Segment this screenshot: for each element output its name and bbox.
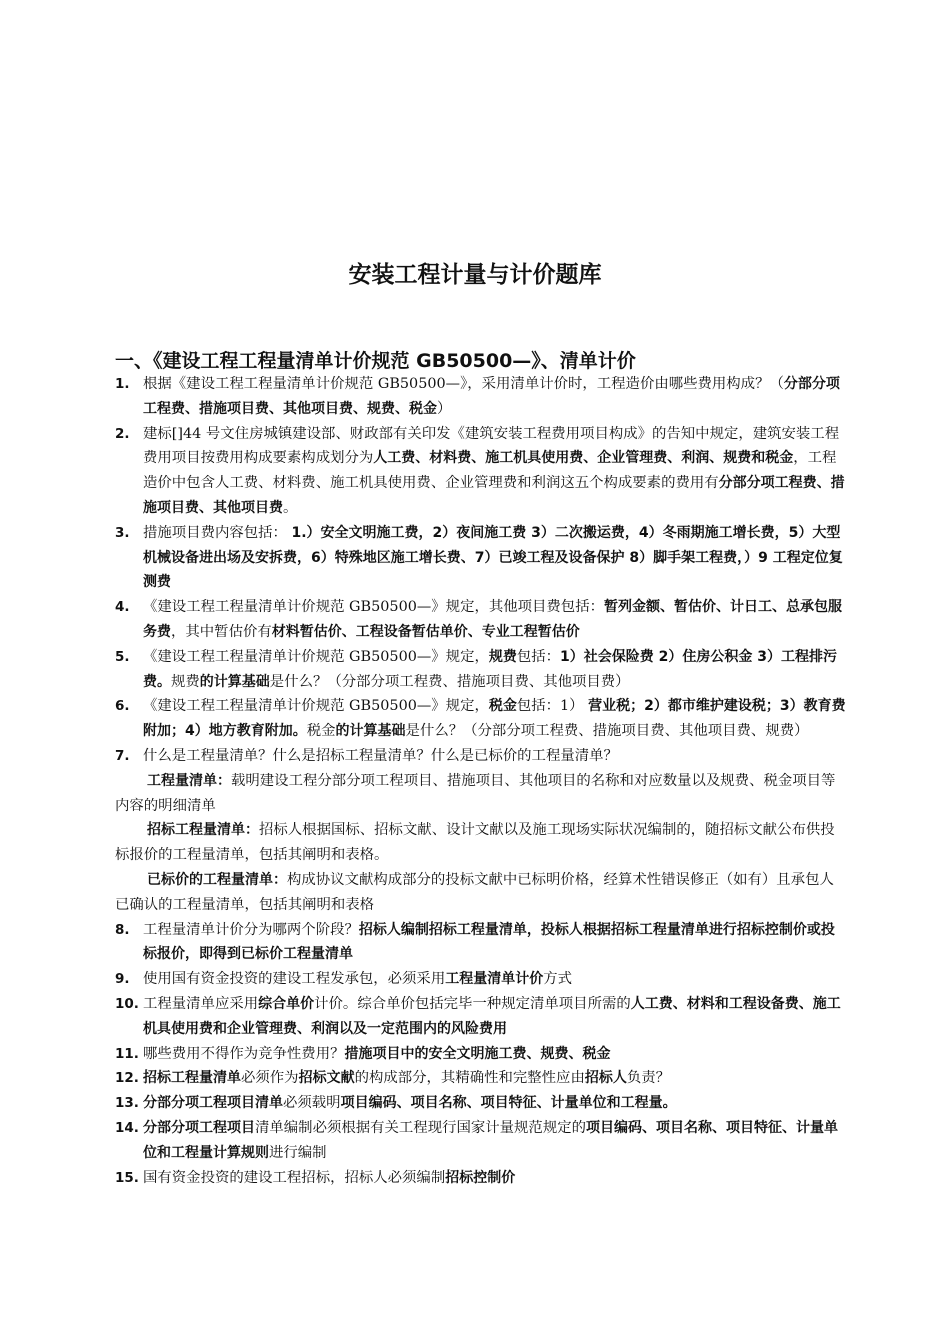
question-number: 2. — [115, 425, 130, 442]
text-segment: 建标[]44 号文住房城镇建设部、财政部有关印发《建筑安装工程费用项目构成》的告知中规定，建筑安装工程费用项目按费用构成要素构成划分为 — [143, 425, 840, 467]
bold-text: 税金 — [488, 698, 517, 715]
text-segment: 措施项目费内容包括： — [143, 524, 292, 541]
text-segment: 负责？ — [626, 1070, 671, 1087]
question-item — [115, 372, 847, 422]
bold-text: 工程量清单计价 — [445, 971, 544, 988]
bold-text: 招标控制价 — [445, 1169, 516, 1186]
text-segment: ） — [437, 400, 452, 417]
text-segment: 方式 — [543, 971, 573, 988]
bold-text: 的计算基础 — [335, 723, 406, 740]
bold-text: 已标价的工程量清单： — [147, 871, 287, 888]
question-number: 12. — [115, 1070, 139, 1087]
question-item — [115, 422, 847, 521]
question-item — [115, 918, 847, 968]
question-number: 14. — [115, 1119, 139, 1136]
bold-text: 措施项目中的安全文明施工费、规费、税金 — [344, 1045, 611, 1062]
bold-text: 人工费、材料和工程设备费、施工机具使用费和企业管理费、利润以及一定范围内的风险费用 — [143, 995, 841, 1037]
bold-text: 分部分项工程费、措施项目费、其他项目费、规费、税金 — [143, 376, 840, 417]
text-segment: 包括：1） — [516, 698, 589, 715]
definition-paragraph — [115, 818, 847, 868]
bold-text: 暂列金额、暂估价、计日工、总承包服务费 — [143, 599, 842, 640]
bold-text: 1）社会保险费 2）住房公积金 3）工程排污费。 — [143, 648, 838, 690]
bold-text: 材料暂估价、工程设备暂估单价、专业工程暂估价 — [271, 623, 580, 640]
text-segment: ，其中暂估价有 — [171, 623, 272, 640]
bold-text: 分部分项工程项目清单 — [143, 1095, 283, 1112]
text-segment: 进行编制 — [269, 1144, 327, 1161]
text-segment: 使用国有资金投资的建设工程发承包，必须采用 — [143, 971, 446, 988]
question-number: 11. — [115, 1045, 139, 1062]
section-heading: 一、《建设工程工程量清单计价规范 GB50500—》、清单计价 — [115, 350, 636, 372]
text-segment: 。 — [283, 499, 298, 516]
question-item — [115, 1116, 847, 1166]
text-segment: 的构成部分，其精确性和完整性应由 — [354, 1070, 585, 1087]
text-segment: 工程量清单应采用 — [143, 995, 259, 1012]
question-number: 13. — [115, 1095, 139, 1112]
document-title: 安装工程计量与计价题库 — [348, 262, 602, 288]
bold-text: 招标人 — [584, 1070, 627, 1087]
text-segment: 必须作为 — [241, 1070, 299, 1087]
bold-text: 人工费、材料费、施工机具使用费、企业管理费、利润、规费和税金 — [373, 450, 794, 467]
text-segment: 哪些费用不得作为竞争性费用？ — [143, 1045, 345, 1062]
question-number: 15. — [115, 1169, 139, 1186]
text-segment: 规费 — [171, 673, 200, 690]
question-list — [115, 372, 847, 1190]
text-segment: 构成协议文献构成部分的投标文献中已标明价格，经算术性错误修正（如有）且承包人已确认的工程量清单，包括其阐明和表格 — [115, 871, 834, 913]
question-number: 10. — [115, 995, 139, 1012]
question-item — [115, 744, 847, 769]
question-number: 5. — [115, 648, 130, 665]
question-item — [115, 967, 847, 992]
question-number: 8. — [115, 921, 130, 938]
question-number: 6. — [115, 698, 130, 715]
text-segment: 《建设工程工程量清单计价规范 GB50500—》规定， — [143, 698, 489, 715]
text-segment: 是什么？（分部分项工程费、措施项目费、其他项目费） — [269, 673, 630, 690]
text-segment: ，工程造价中包含人工费、材料费、施工机具使用费、企业管理费和利润这五个构成要素的费用有 — [143, 450, 837, 492]
text-segment: 必须载明 — [283, 1095, 341, 1112]
text-segment: 清单编制必须根据有关工程现行国家计量规范规定的 — [255, 1119, 586, 1136]
bold-text: 工程量清单： — [147, 772, 231, 789]
text-segment: 税金 — [306, 723, 336, 740]
question-item — [115, 1042, 847, 1067]
question-item — [115, 595, 847, 645]
question-item — [115, 1091, 847, 1116]
bold-text: 招标人编制招标工程量清单，投标人根据招标工程量清单进行招标控制价或投标报价，即得到已标价工程量清单 — [143, 921, 835, 963]
question-item — [115, 992, 847, 1042]
text-segment: 《建设工程工程量清单计价规范 GB50500—》规定， — [143, 648, 489, 665]
text-segment: 《建设工程工程量清单计价规范 GB50500—》规定，其他项目费包括： — [143, 599, 604, 616]
bold-text: 项目编码、项目名称、项目特征、计量单位和工程量计算规则 — [143, 1119, 838, 1161]
text-segment: 包括： — [516, 648, 561, 665]
text-segment: 招标人根据国标、招标文献、设计文献以及施工现场实际状况编制的，随招标文献公布供投标报价的工程量清单，包括其阐明和表格。 — [115, 822, 835, 864]
bold-text: 营业税；2）都市维护建设税；3）教育费附加；4）地方教育附加。 — [143, 698, 846, 740]
question-item — [115, 694, 847, 744]
bold-text: 规费 — [488, 648, 517, 665]
question-number: 1. — [115, 376, 130, 392]
question-item — [115, 1166, 847, 1191]
bold-text: 招标工程量清单 — [143, 1070, 241, 1087]
text-segment: 什么是工程量清单？什么是招标工程量清单？什么是已标价的工程量清单？ — [143, 747, 618, 764]
bold-text: 分部分项工程费、措施项目费、其他项目费 — [143, 475, 845, 516]
question-item — [115, 521, 847, 595]
text-segment: 是什么？（分部分项工程费、措施项目费、其他项目费、规费） — [405, 723, 809, 740]
bold-text: 综合单价 — [258, 995, 315, 1012]
text-segment: 根据《建设工程工程量清单计价规范 GB50500—》，采用清单计价时，工程造价由哪些费用构成？（ — [143, 376, 784, 392]
bold-text: 的计算基础 — [199, 673, 270, 690]
bold-text: 分部分项工程项目 — [143, 1119, 255, 1136]
question-number: 3. — [115, 524, 130, 541]
text-segment: 国有资金投资的建设工程招标，招标人必须编制 — [143, 1169, 446, 1186]
question-item — [115, 645, 847, 695]
question-number: 4. — [115, 599, 130, 616]
bold-text: 招标工程量清单： — [147, 822, 259, 839]
bold-text: 招标文献 — [298, 1070, 355, 1087]
text-segment: 工程量清单计价分为哪两个阶段？ — [143, 921, 359, 938]
definition-paragraph — [115, 769, 847, 819]
bold-text: 1.）安全文明施工费，2）夜间施工费 3）二次搬运费，4）冬雨期施工增长费，5）大型机械设备进出场及安拆费，6）特殊地区施工增长费、7）已竣工程及设备保护 8）脚手架工程费，）9 工程定位复测费 — [143, 524, 843, 591]
question-number: 9. — [115, 971, 130, 988]
question-number: 7. — [115, 747, 130, 764]
definition-paragraph — [115, 868, 847, 918]
bold-text: 项目编码、项目名称、项目特征、计量单位和工程量。 — [340, 1095, 677, 1112]
text-segment: 计价。综合单价包括完毕一种规定清单项目所需的 — [314, 995, 631, 1012]
question-item — [115, 1066, 847, 1091]
text-segment: 载明建设工程分部分项工程项目、措施项目、其他项目的名称和对应数量以及规费、税金项目等内容的明细清单 — [115, 772, 836, 814]
